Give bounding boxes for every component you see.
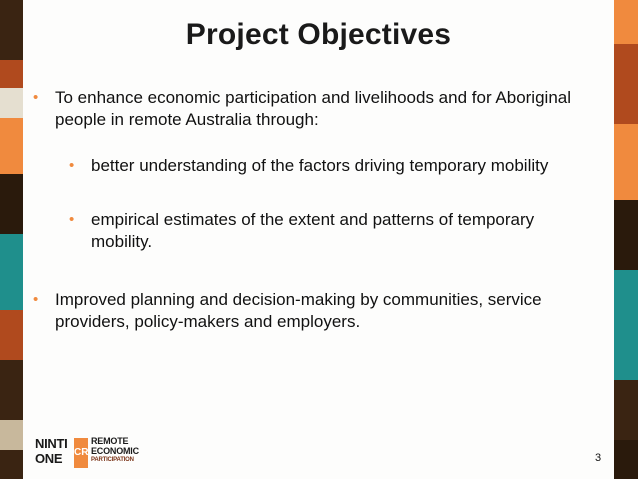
bullet-dot: •	[33, 291, 39, 308]
logo-crc-text: CRC	[74, 447, 96, 458]
logo-participation-text: PARTICIPATION	[91, 457, 134, 463]
slide-panel	[23, 0, 614, 479]
page-number: 3	[595, 452, 602, 464]
logo-ninti-text: NINTI	[35, 436, 68, 451]
slide-title: Project Objectives	[185, 18, 452, 51]
bullet-dot: •	[69, 211, 75, 228]
logo-remote-text: REMOTE	[91, 436, 129, 446]
logo-crc-mark	[74, 438, 96, 468]
bullet-text: Improved planning and decision-making by communities, service providers, policy-makers and employers.	[55, 290, 542, 331]
sub-bullet-item	[69, 155, 589, 177]
bullet-item	[33, 87, 593, 131]
left-decorative-border	[0, 0, 23, 479]
sub-bullet-item	[69, 209, 589, 253]
ninti-one-crc-logo	[35, 436, 145, 476]
logo-remote-economic-participation	[91, 436, 139, 464]
right-decorative-border	[614, 0, 638, 479]
logo-economic-text: ECONOMIC	[91, 446, 139, 456]
bullet-item	[33, 289, 593, 333]
logo-one-text: ONE	[35, 451, 63, 466]
bullet-text: To enhance economic participation and livelihoods and for Aboriginal people in remote Australia through:	[55, 88, 572, 129]
logo-ninti-one	[35, 436, 67, 466]
bullet-text: better understanding of the factors driving temporary mobility	[91, 156, 549, 175]
bullet-text: empirical estimates of the extent and patterns of temporary mobility.	[91, 210, 535, 251]
bullet-dot: •	[69, 157, 75, 174]
bullet-dot: •	[33, 89, 39, 106]
